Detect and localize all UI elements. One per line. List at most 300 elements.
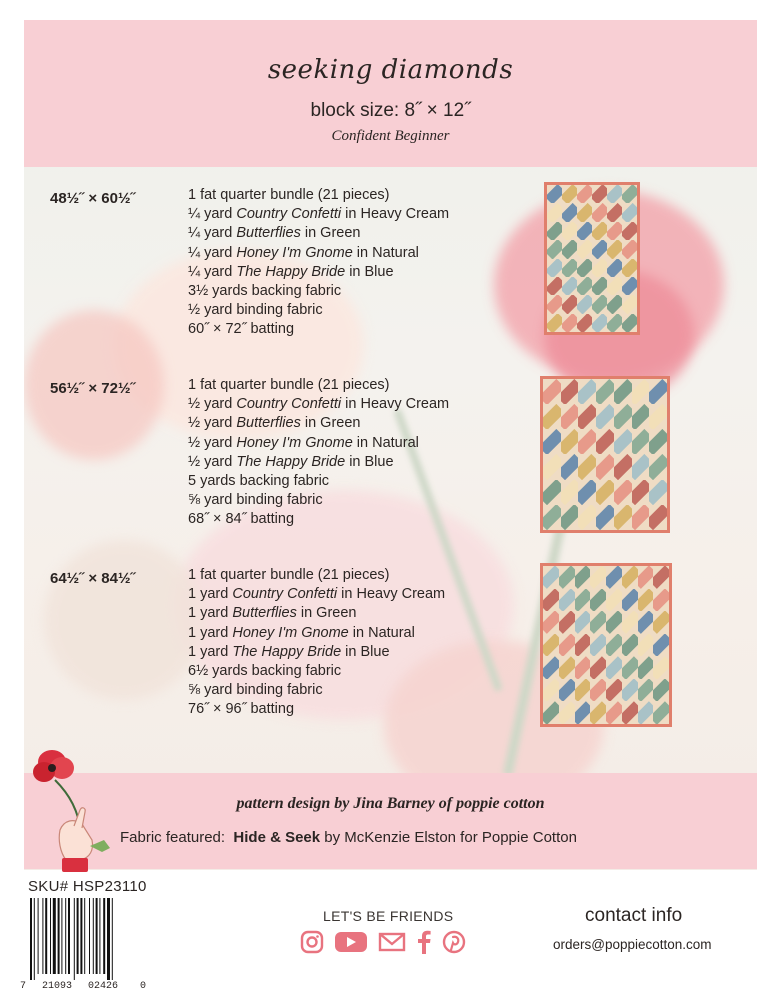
diamond-patch <box>561 379 579 404</box>
quilt-block <box>592 277 607 295</box>
diamond-patch <box>577 222 592 240</box>
fabric-featured: Fabric featured: Hide & Seek by McKenzie Elston for Poppie Cotton <box>120 829 577 846</box>
quilt-preview-medium <box>540 376 670 533</box>
quilt-block <box>614 480 632 505</box>
quilt-block <box>578 379 596 404</box>
barcode-bar <box>80 898 82 974</box>
material-item: 1 yard Honey I'm Gnome in Natural <box>188 624 415 641</box>
diamond-patch <box>622 185 637 203</box>
diamond-patch <box>592 259 607 277</box>
diamond-patch <box>590 701 606 724</box>
quilt-block <box>577 295 592 313</box>
diamond-patch <box>543 454 561 479</box>
diamond-patch <box>543 404 561 429</box>
quilt-block <box>649 480 667 505</box>
diamond-patch <box>649 429 667 454</box>
quilt-block <box>638 611 654 634</box>
diamond-patch <box>632 429 650 454</box>
diamond-patch <box>638 611 654 634</box>
diamond-patch <box>543 379 561 404</box>
barcode-bar <box>65 898 66 974</box>
quilt-block <box>590 701 606 724</box>
quilt-block <box>547 203 562 221</box>
materials-list-1 <box>188 186 449 340</box>
quilt-block <box>606 701 622 724</box>
quilt-block <box>575 566 591 589</box>
barcode-bar <box>96 898 98 974</box>
diamond-patch <box>607 277 622 295</box>
diamond-patch <box>562 203 577 221</box>
diamond-patch <box>575 634 591 657</box>
quilt-size-3: 64½˝ × 84½˝ <box>50 570 136 587</box>
quilt-block <box>606 656 622 679</box>
diamond-patch <box>622 589 638 612</box>
quilt-block <box>614 379 632 404</box>
diamond-patch <box>622 566 638 589</box>
quilt-block <box>638 589 654 612</box>
quilt-block <box>562 295 577 313</box>
quilt-block <box>590 656 606 679</box>
diamond-patch <box>653 679 669 702</box>
quilt-block <box>547 314 562 332</box>
quilt-block <box>543 379 561 404</box>
diamond-patch <box>543 566 559 589</box>
quilt-block <box>632 454 650 479</box>
diamond-patch <box>577 314 592 332</box>
quilt-block <box>578 454 596 479</box>
quilt-block <box>596 379 614 404</box>
diamond-patch <box>577 203 592 221</box>
block-size: block size: 8˝ × 12˝ <box>310 100 471 121</box>
diamond-patch <box>653 566 669 589</box>
diamond-patch <box>590 589 606 612</box>
diamond-patch <box>561 404 579 429</box>
diamond-patch <box>577 240 592 258</box>
diamond-patch <box>632 404 650 429</box>
diamond-patch <box>562 259 577 277</box>
diamond-patch <box>577 295 592 313</box>
quilt-block <box>632 480 650 505</box>
quilt-block <box>575 634 591 657</box>
quilt-block <box>632 429 650 454</box>
diamond-patch <box>638 656 654 679</box>
quilt-block <box>606 611 622 634</box>
quilt-block <box>596 404 614 429</box>
quilt-block <box>607 240 622 258</box>
quilt-block <box>649 404 667 429</box>
sku-number: SKU# HSP23110 <box>28 878 147 895</box>
barcode <box>30 898 136 980</box>
diamond-patch <box>543 701 559 724</box>
diamond-patch <box>578 429 596 454</box>
quilt-block <box>543 429 561 454</box>
barcode-bar <box>93 898 94 974</box>
quilt-block <box>559 589 575 612</box>
quilt-block <box>577 185 592 203</box>
diamond-patch <box>575 679 591 702</box>
material-item: 3½ yards backing fabric <box>188 283 342 300</box>
quilt-block <box>562 222 577 240</box>
diamond-patch <box>607 222 622 240</box>
diamond-patch <box>614 429 632 454</box>
diamond-patch <box>614 505 632 530</box>
contact-email-link[interactable]: orders@poppiecotton.com <box>553 937 712 952</box>
quilt-block <box>575 679 591 702</box>
diamond-patch <box>606 566 622 589</box>
diamond-patch <box>638 634 654 657</box>
diamond-patch <box>653 634 669 657</box>
diamond-patch <box>607 314 622 332</box>
quilt-block <box>653 566 669 589</box>
diamond-patch <box>543 505 561 530</box>
quilt-block <box>632 379 650 404</box>
quilt-block <box>592 295 607 313</box>
quilt-block <box>596 480 614 505</box>
quilt-block <box>622 277 637 295</box>
barcode-bar <box>53 898 56 974</box>
quilt-block <box>543 404 561 429</box>
diamond-patch <box>607 240 622 258</box>
diamond-patch <box>607 295 622 313</box>
diamond-patch <box>547 314 562 332</box>
quilt-block <box>547 277 562 295</box>
diamond-patch <box>649 480 667 505</box>
diamond-patch <box>543 480 561 505</box>
diamond-patch <box>596 379 614 404</box>
barcode-bar <box>58 898 60 974</box>
facebook-icon[interactable] <box>416 930 432 959</box>
diamond-patch <box>559 656 575 679</box>
diamond-patch <box>559 589 575 612</box>
quilt-block <box>653 679 669 702</box>
diamond-patch <box>592 203 607 221</box>
barcode-bar <box>30 898 32 980</box>
quilt-block <box>562 314 577 332</box>
quilt-block <box>638 634 654 657</box>
material-item: 1 fat quarter bundle (21 pieces) <box>188 377 390 393</box>
quilt-block <box>622 701 638 724</box>
quilt-block <box>578 505 596 530</box>
quilt-block <box>590 611 606 634</box>
diamond-patch <box>547 185 562 203</box>
barcode-bar <box>107 898 110 980</box>
quilt-block <box>632 505 650 530</box>
diamond-patch <box>632 454 650 479</box>
diamond-patch <box>592 240 607 258</box>
quilt-block <box>559 656 575 679</box>
diamond-patch <box>653 701 669 724</box>
quilt-block <box>653 611 669 634</box>
diamond-patch <box>543 429 561 454</box>
diamond-patch <box>638 679 654 702</box>
diamond-patch <box>575 611 591 634</box>
material-item: ½ yard binding fabric <box>188 302 323 319</box>
quilt-block <box>622 203 637 221</box>
diamond-patch <box>543 589 559 612</box>
barcode-digits-right: 02426 <box>88 981 119 992</box>
quilt-block <box>622 589 638 612</box>
quilt-block <box>653 656 669 679</box>
lets-be-friends-label: LET'S BE FRIENDS <box>323 908 454 924</box>
quilt-block <box>592 203 607 221</box>
quilt-block <box>622 295 637 313</box>
barcode-bar <box>42 898 43 974</box>
quilt-block <box>577 222 592 240</box>
quilt-block <box>547 295 562 313</box>
barcode-bar <box>50 898 51 974</box>
quilt-block <box>543 505 561 530</box>
diamond-patch <box>562 314 577 332</box>
quilt-block <box>562 277 577 295</box>
youtube-icon[interactable] <box>334 930 368 959</box>
quilt-block <box>562 203 577 221</box>
quilt-block <box>562 185 577 203</box>
diamond-patch <box>632 505 650 530</box>
barcode-bar <box>77 898 79 974</box>
quilt-block <box>622 634 638 657</box>
quilt-block <box>590 679 606 702</box>
quilt-block <box>575 589 591 612</box>
quilt-block <box>578 480 596 505</box>
diamond-patch <box>561 454 579 479</box>
hand-with-poppy-illustration <box>30 740 120 875</box>
quilt-block <box>622 566 638 589</box>
diamond-patch <box>649 404 667 429</box>
designer-credit: pattern design by Jina Barney of poppie cotton <box>236 795 545 812</box>
diamond-patch <box>578 480 596 505</box>
diamond-patch <box>592 222 607 240</box>
material-item: 6½ yards backing fabric <box>188 663 342 680</box>
diamond-patch <box>606 589 622 612</box>
diamond-patch <box>561 429 579 454</box>
quilt-block <box>577 240 592 258</box>
quilt-block <box>596 454 614 479</box>
barcode-bar <box>68 898 70 974</box>
diamond-patch <box>575 589 591 612</box>
diamond-patch <box>562 185 577 203</box>
quilt-block <box>543 611 559 634</box>
quilt-block <box>638 679 654 702</box>
quilt-block <box>638 566 654 589</box>
diamond-patch <box>622 203 637 221</box>
quilt-block <box>614 429 632 454</box>
diamond-patch <box>590 656 606 679</box>
quilt-block <box>622 314 637 332</box>
quilt-block <box>622 656 638 679</box>
material-item: ¼ yard Butterflies in Green <box>188 225 361 242</box>
diamond-patch <box>607 259 622 277</box>
quilt-block <box>543 701 559 724</box>
diamond-patch <box>622 277 637 295</box>
diamond-patch <box>596 404 614 429</box>
instagram-icon[interactable] <box>300 930 324 959</box>
quilt-block <box>596 505 614 530</box>
diamond-patch <box>622 259 637 277</box>
quilt-block <box>561 404 579 429</box>
quilt-block <box>590 634 606 657</box>
diamond-patch <box>606 611 622 634</box>
diamond-patch <box>578 379 596 404</box>
quilt-block <box>622 611 638 634</box>
quilt-block <box>622 222 637 240</box>
quilt-block <box>649 505 667 530</box>
barcode-bar <box>45 898 47 974</box>
barcode-bar <box>38 898 39 974</box>
diamond-patch <box>590 566 606 589</box>
diamond-patch <box>606 634 622 657</box>
quilt-block <box>592 259 607 277</box>
diamond-patch <box>561 480 579 505</box>
diamond-patch <box>592 295 607 313</box>
diamond-patch <box>578 505 596 530</box>
material-item: ½ yard Butterflies in Green <box>188 415 361 432</box>
email-icon[interactable] <box>378 930 406 959</box>
diamond-patch <box>547 222 562 240</box>
quilt-block <box>606 566 622 589</box>
quilt-block <box>606 589 622 612</box>
diamond-patch <box>559 701 575 724</box>
diamond-patch <box>622 656 638 679</box>
quilt-block <box>590 589 606 612</box>
quilt-block <box>607 259 622 277</box>
diamond-patch <box>622 314 637 332</box>
quilt-block <box>577 314 592 332</box>
quilt-block <box>577 259 592 277</box>
diamond-patch <box>606 656 622 679</box>
diamond-patch <box>575 701 591 724</box>
quilt-block <box>653 634 669 657</box>
diamond-patch <box>590 679 606 702</box>
barcode-bar <box>89 898 90 974</box>
material-item: 5 yards backing fabric <box>188 473 330 490</box>
quilt-block <box>622 259 637 277</box>
material-item: 68˝ × 84˝ batting <box>188 511 295 528</box>
quilt-block <box>592 185 607 203</box>
diamond-patch <box>561 505 579 530</box>
material-item: 1 yard Country Confetti in Heavy Cream <box>188 586 446 603</box>
diamond-patch <box>622 240 637 258</box>
diamond-patch <box>622 222 637 240</box>
quilt-block <box>547 240 562 258</box>
quilt-block <box>607 314 622 332</box>
diamond-patch <box>559 611 575 634</box>
quilt-block <box>614 454 632 479</box>
diamond-patch <box>559 566 575 589</box>
quilt-block <box>607 277 622 295</box>
quilt-block <box>607 222 622 240</box>
diamond-patch <box>562 222 577 240</box>
quilt-block <box>543 679 559 702</box>
quilt-block <box>606 634 622 657</box>
diamond-patch <box>577 185 592 203</box>
quilt-block <box>559 611 575 634</box>
quilt-block <box>649 429 667 454</box>
quilt-block <box>578 404 596 429</box>
material-item: 1 fat quarter bundle (21 pieces) <box>188 567 390 583</box>
pattern-title: seeking diamonds <box>267 55 514 85</box>
diamond-patch <box>653 656 669 679</box>
quilt-block <box>562 259 577 277</box>
diamond-patch <box>547 203 562 221</box>
materials-list-3 <box>188 566 445 720</box>
diamond-patch <box>547 240 562 258</box>
diamond-patch <box>577 259 592 277</box>
diamond-patch <box>559 679 575 702</box>
quilt-block <box>578 429 596 454</box>
diamond-patch <box>622 701 638 724</box>
barcode-bar <box>34 898 35 980</box>
diamond-patch <box>562 295 577 313</box>
diamond-patch <box>632 480 650 505</box>
diamond-patch <box>622 611 638 634</box>
diamond-patch <box>562 277 577 295</box>
barcode-bar <box>84 898 85 974</box>
barcode-digit-prefix: 7 <box>20 981 27 992</box>
quilt-block <box>561 480 579 505</box>
diamond-patch <box>622 679 638 702</box>
diamond-patch <box>614 480 632 505</box>
diamond-patch <box>606 679 622 702</box>
quilt-block <box>543 589 559 612</box>
material-item: ½ yard Honey I'm Gnome in Natural <box>188 434 419 451</box>
quilt-block <box>559 566 575 589</box>
diamond-patch <box>559 634 575 657</box>
diamond-patch <box>575 566 591 589</box>
quilt-block <box>614 505 632 530</box>
diamond-patch <box>607 185 622 203</box>
quilt-block <box>543 454 561 479</box>
quilt-block <box>543 566 559 589</box>
quilt-block <box>575 611 591 634</box>
quilt-block <box>547 259 562 277</box>
contact-info-heading: contact info <box>585 905 683 926</box>
material-item: ¼ yard Country Confetti in Heavy Cream <box>188 206 450 223</box>
diamond-patch <box>638 589 654 612</box>
quilt-block <box>649 379 667 404</box>
quilt-block <box>561 429 579 454</box>
quilt-size-2: 56½˝ × 72½˝ <box>50 380 136 397</box>
diamond-patch <box>614 404 632 429</box>
pinterest-icon[interactable] <box>442 930 466 959</box>
diamond-patch <box>606 701 622 724</box>
diamond-patch <box>543 679 559 702</box>
diamond-patch <box>596 505 614 530</box>
diamond-patch <box>547 277 562 295</box>
quilt-block <box>577 277 592 295</box>
diamond-patch <box>614 379 632 404</box>
quilt-block <box>592 222 607 240</box>
material-item: 1 yard Butterflies in Green <box>188 605 357 622</box>
quilt-block <box>607 203 622 221</box>
barcode-digits-left: 21093 <box>42 981 73 992</box>
social-icons <box>300 930 466 959</box>
diamond-patch <box>577 277 592 295</box>
material-item: ⅝ yard binding fabric <box>188 682 323 699</box>
quilt-block <box>559 634 575 657</box>
quilt-block <box>561 505 579 530</box>
material-item: ½ yard The Happy Bride in Blue <box>188 453 394 470</box>
header-band <box>24 20 757 167</box>
diamond-patch <box>649 505 667 530</box>
quilt-block <box>592 314 607 332</box>
quilt-block <box>547 185 562 203</box>
diamond-patch <box>575 656 591 679</box>
skill-level: Confident Beginner <box>331 128 450 144</box>
quilt-block <box>543 656 559 679</box>
quilt-block <box>547 222 562 240</box>
diamond-patch <box>596 480 614 505</box>
quilt-block <box>592 240 607 258</box>
